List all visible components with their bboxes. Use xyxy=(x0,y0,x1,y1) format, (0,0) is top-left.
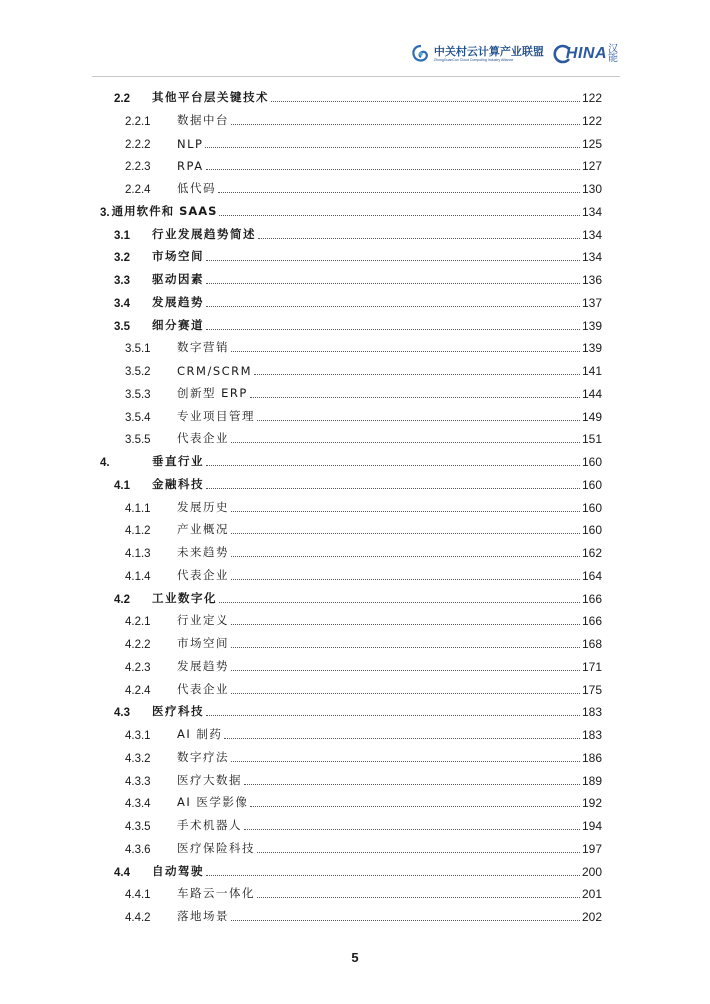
toc-entry-page: 183 xyxy=(581,728,602,742)
toc-entry-page: 151 xyxy=(581,432,602,447)
toc-entry-title: 工业数字化 xyxy=(152,590,217,605)
toc-dot-leader xyxy=(231,669,580,671)
toc-entry-number: 2.2.2 xyxy=(125,138,151,151)
toc-entry-page: 141 xyxy=(581,364,602,378)
toc-dot-leader xyxy=(231,123,580,125)
toc-entry-title: AI 医学影像 xyxy=(177,795,249,810)
toc-entry[interactable] xyxy=(98,151,602,173)
toc-entry-number: 3.5.2 xyxy=(125,366,151,378)
page-number: 5 xyxy=(351,950,359,965)
toc-entry[interactable] xyxy=(98,584,602,606)
toc-dot-leader xyxy=(206,487,580,489)
toc-entry-page: 160 xyxy=(581,523,602,538)
toc-entry-page: 134 xyxy=(581,227,602,242)
toc-entry[interactable] xyxy=(98,652,602,674)
toc-entry-page: 197 xyxy=(581,841,602,856)
toc-entry-number: 3. xyxy=(100,206,110,219)
toc-entry-number: 3.4 xyxy=(114,297,130,310)
toc-entry-number: 4.2.3 xyxy=(125,661,151,674)
toc-entry-title: 行业定义 xyxy=(177,613,229,628)
toc-entry-title: 市场空间 xyxy=(177,636,229,650)
toc-entry[interactable] xyxy=(98,311,602,333)
toc-entry-title: 医疗保险科技 xyxy=(177,840,255,855)
toc-dot-leader xyxy=(231,919,580,921)
toc-entry[interactable] xyxy=(98,902,602,924)
toc-entry-number: 4.4.1 xyxy=(125,889,151,902)
toc-dot-leader xyxy=(205,146,580,148)
toc-entry-page: 149 xyxy=(581,409,602,424)
toc-entry-title: NLP xyxy=(177,136,204,151)
toc-dot-leader xyxy=(271,100,580,102)
toc-entry-number: 3.2 xyxy=(114,252,130,265)
toc-dot-leader xyxy=(257,419,580,421)
toc-entry[interactable] xyxy=(98,857,602,879)
toc-entry-page: 122 xyxy=(581,91,602,105)
toc-entry-title: 产业概况 xyxy=(177,522,229,537)
toc-entry-title: 数据中台 xyxy=(177,112,229,127)
toc-dot-leader xyxy=(218,191,580,193)
toc-entry-title: 数字营销 xyxy=(177,340,229,355)
toc-entry[interactable] xyxy=(98,834,602,856)
toc-entry-page: 192 xyxy=(581,796,602,811)
toc-entry-page: 122 xyxy=(581,113,602,128)
toc-entry-number: 4.3.6 xyxy=(125,843,151,856)
toc-entry[interactable] xyxy=(98,879,602,901)
toc-entry[interactable] xyxy=(98,538,602,560)
toc-entry-page: 183 xyxy=(581,705,602,720)
toc-dot-leader xyxy=(219,214,580,216)
toc-entry-title: 车路云一体化 xyxy=(177,886,255,901)
toc-dot-leader xyxy=(206,464,580,466)
toc-entry-title: 落地场景 xyxy=(177,909,229,923)
toc-entry-number: 4.4 xyxy=(114,866,130,879)
toc-entry-number: 4.1.2 xyxy=(125,525,151,538)
toc-entry-page: 130 xyxy=(581,182,602,196)
toc-entry-title: 驱动因素 xyxy=(152,272,204,286)
toc-dot-leader xyxy=(206,714,580,716)
toc-entry-number: 2.2.4 xyxy=(125,184,151,196)
toc-entry-page: 137 xyxy=(581,295,602,310)
toc-entry-title: AI 制药 xyxy=(177,727,223,741)
toc-entry[interactable] xyxy=(98,766,602,788)
toc-entry-page: 127 xyxy=(581,159,602,174)
toc-dot-leader xyxy=(206,305,580,307)
toc-entry-page: 202 xyxy=(581,910,602,924)
toc-dot-leader xyxy=(250,805,580,807)
toc-entry-title: 数字疗法 xyxy=(177,749,229,764)
toc-entry-number: 4. xyxy=(100,457,110,469)
toc-entry-number: 4.3.3 xyxy=(125,775,151,788)
toc-entry-title: 其他平台层关键技术 xyxy=(152,90,269,104)
toc-entry-number: 4.3 xyxy=(114,707,130,720)
toc-entry-title: 垂直行业 xyxy=(152,454,204,468)
toc-entry-page: 139 xyxy=(581,341,602,356)
toc-entry-title: 代表企业 xyxy=(177,431,229,446)
toc-entry-number: 4.2.2 xyxy=(125,639,151,651)
toc-dot-leader xyxy=(258,237,580,239)
alliance-subtitle: ZhongGuanCun Cloud Computing Industry Alliance xyxy=(433,57,514,62)
toc-dot-leader xyxy=(231,441,580,443)
toc-entry[interactable] xyxy=(98,379,602,401)
toc-entry[interactable] xyxy=(98,629,602,651)
toc-dot-leader xyxy=(206,874,580,876)
toc-dot-leader xyxy=(224,737,580,739)
toc-entry[interactable] xyxy=(98,265,602,287)
toc-entry-number: 3.5.1 xyxy=(125,343,151,356)
toc-entry-page: 200 xyxy=(581,864,602,879)
toc-entry-page: 166 xyxy=(581,614,602,629)
toc-entry-page: 136 xyxy=(581,273,602,287)
toc-dot-leader xyxy=(231,555,580,557)
toc-dot-leader xyxy=(254,373,580,375)
toc-entry-title: 金融科技 xyxy=(152,476,204,491)
toc-entry-title: 创新型 ERP xyxy=(177,385,248,400)
toc-entry-number: 2.2.1 xyxy=(125,115,151,128)
toc-entry-page: 166 xyxy=(581,591,602,606)
header-logos xyxy=(411,44,618,64)
toc-dot-leader xyxy=(206,259,580,261)
toc-entry-title: 手术机器人 xyxy=(177,818,242,832)
toc-entry-title: 发展趋势 xyxy=(177,658,229,673)
toc-dot-leader xyxy=(206,328,580,330)
toc-entry[interactable] xyxy=(98,197,602,219)
toc-entry-page: 125 xyxy=(581,136,602,151)
toc-entry-number: 2.2.3 xyxy=(125,161,151,174)
toc-dot-leader xyxy=(231,510,580,512)
toc-entry[interactable] xyxy=(98,106,602,128)
toc-entry-number: 4.2.4 xyxy=(125,684,151,697)
toc-entry-number: 4.2.1 xyxy=(125,616,151,629)
header-divider xyxy=(92,76,620,77)
toc-entry[interactable] xyxy=(98,493,602,515)
toc-entry-title: 专业项目管理 xyxy=(177,408,255,423)
toc-entry-page: 164 xyxy=(581,568,602,583)
toc-dot-leader xyxy=(206,282,580,284)
toc-entry-title: 行业发展趋势简述 xyxy=(152,226,256,241)
toc-entry[interactable] xyxy=(98,470,602,492)
toc-entry-page: 194 xyxy=(581,819,602,833)
toc-entry[interactable] xyxy=(98,720,602,742)
toc-entry-title: CRM/SCRM xyxy=(177,364,253,378)
hina-chinese: 汉能 xyxy=(608,44,618,64)
toc-dot-leader xyxy=(257,851,580,853)
toc-dot-leader xyxy=(219,601,580,603)
toc-entry[interactable] xyxy=(98,83,602,105)
toc-entry[interactable] xyxy=(98,675,602,697)
alliance-logo xyxy=(411,44,544,64)
toc-dot-leader xyxy=(250,396,580,398)
toc-entry-number: 4.3.1 xyxy=(125,730,151,742)
toc-entry[interactable] xyxy=(98,606,602,628)
toc-entry-title: RPA xyxy=(177,159,204,174)
toc-entry[interactable] xyxy=(98,242,602,264)
toc-entry[interactable] xyxy=(98,515,602,537)
alliance-name: 中关村云计算产业联盟 xyxy=(433,44,544,58)
toc-entry-number: 2.2 xyxy=(114,93,130,105)
toc-entry[interactable] xyxy=(98,288,602,310)
toc-entry-number: 3.3 xyxy=(114,275,130,287)
toc-entry-title: 市场空间 xyxy=(152,249,204,264)
toc-entry-page: 189 xyxy=(581,773,602,788)
toc-entry-page: 162 xyxy=(581,546,602,560)
toc-entry[interactable] xyxy=(98,561,602,583)
toc-dot-leader xyxy=(244,828,580,830)
toc-entry-title: 通用软件和 SAAS xyxy=(111,203,218,218)
toc-entry-page: 186 xyxy=(581,750,602,765)
toc-entry-number: 4.4.2 xyxy=(125,912,151,924)
toc-entry-title: 细分赛道 xyxy=(152,317,204,332)
toc-entry-number: 4.3.5 xyxy=(125,821,151,833)
toc-entry[interactable] xyxy=(98,356,602,378)
toc-entry[interactable] xyxy=(98,129,602,151)
toc-dot-leader xyxy=(231,646,580,648)
toc-entry-page: 160 xyxy=(581,500,602,515)
toc-entry-number: 4.1.1 xyxy=(125,502,151,515)
toc-entry-title: 低代码 xyxy=(177,181,216,195)
toc-entry-number: 4.1 xyxy=(114,479,130,492)
toc-entry-title: 代表企业 xyxy=(177,567,229,582)
toc-entry-title: 代表企业 xyxy=(177,681,229,696)
toc-entry-number: 4.2 xyxy=(114,593,130,606)
toc-dot-leader xyxy=(244,783,580,785)
toc-entry-page: 139 xyxy=(581,318,602,333)
toc-dot-leader xyxy=(231,623,580,625)
toc-entry[interactable] xyxy=(98,788,602,810)
toc-entry-page: 134 xyxy=(581,250,602,265)
toc-entry[interactable] xyxy=(98,743,602,765)
toc-dot-leader xyxy=(231,578,580,580)
toc-entry-number: 4.1.3 xyxy=(125,548,151,560)
hina-logo xyxy=(552,44,618,64)
toc-entry-page: 160 xyxy=(581,455,602,469)
hina-text: HINA xyxy=(565,45,607,62)
toc-entry[interactable] xyxy=(98,811,602,833)
toc-entry[interactable] xyxy=(98,447,602,469)
toc-entry[interactable] xyxy=(98,220,602,242)
toc-entry-number: 3.5.3 xyxy=(125,388,151,401)
toc-entry-number: 4.3.4 xyxy=(125,798,151,811)
toc-entry-title: 医疗大数据 xyxy=(177,772,242,787)
toc-entry[interactable] xyxy=(98,697,602,719)
toc-entry[interactable] xyxy=(98,333,602,355)
toc-dot-leader xyxy=(231,350,580,352)
toc-entry-number: 3.5 xyxy=(114,320,130,333)
toc-entry-page: 134 xyxy=(581,204,602,219)
toc-dot-leader xyxy=(206,168,580,170)
toc-dot-leader xyxy=(257,896,580,898)
toc-entry-title: 自动驾驶 xyxy=(152,863,204,878)
toc-entry-page: 201 xyxy=(581,887,602,902)
toc-entry-page: 160 xyxy=(581,477,602,492)
toc-dot-leader xyxy=(231,692,580,694)
toc-entry-number: 4.1.4 xyxy=(125,570,151,583)
swirl-logo-icon xyxy=(411,44,431,64)
toc-entry-page: 168 xyxy=(581,637,602,651)
toc-entry-page: 144 xyxy=(581,386,602,401)
toc-dot-leader xyxy=(231,760,580,762)
toc-entry-title: 未来趋势 xyxy=(177,545,229,559)
toc-entry-title: 发展历史 xyxy=(177,499,229,514)
toc-entry[interactable] xyxy=(98,174,602,196)
toc-entry-number: 4.3.2 xyxy=(125,752,151,765)
toc-entry[interactable] xyxy=(98,424,602,446)
toc-entry-title: 发展趋势 xyxy=(152,294,204,309)
toc-entry-page: 171 xyxy=(581,659,602,674)
toc-entry-number: 3.1 xyxy=(114,229,130,242)
toc-entry-page: 175 xyxy=(581,682,602,697)
toc-entry-number: 3.5.5 xyxy=(125,434,151,447)
toc-entry-number: 3.5.4 xyxy=(125,411,151,424)
toc-dot-leader xyxy=(231,532,580,534)
toc-entry-title: 医疗科技 xyxy=(152,704,204,719)
toc-entry[interactable] xyxy=(98,402,602,424)
